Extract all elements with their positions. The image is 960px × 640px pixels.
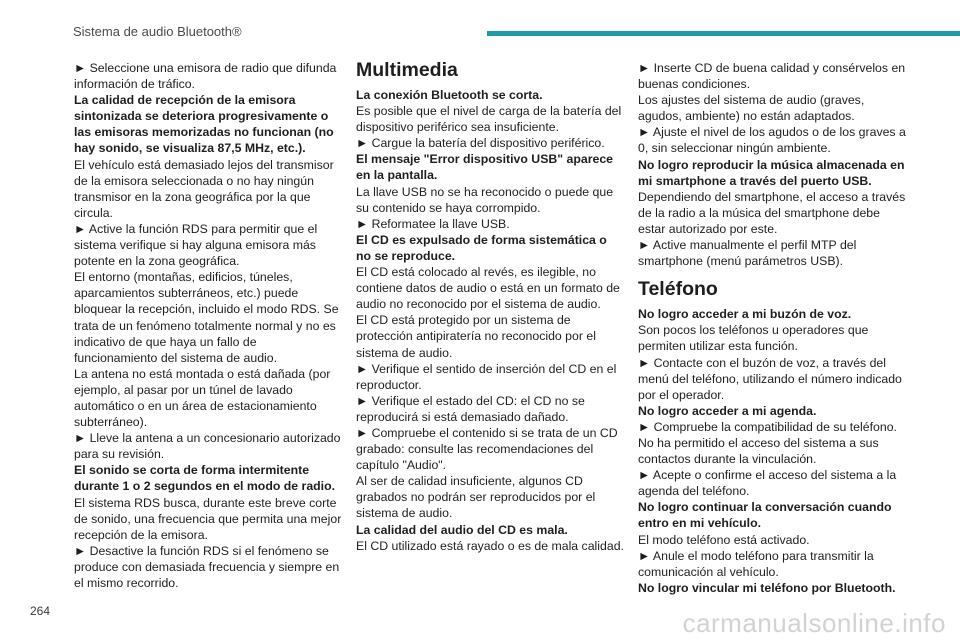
question-heading: La calidad de recepción de la emisora sintonizada se deteriora progresivamente o las emisoras memorizadas no funcionan (no hay sonido, se visualiza 87,5 MHz, etc.). [74,93,334,156]
multimedia-continued-paragraphs [638,60,906,269]
paragraph: No ha permitido el acceso del sistema a sus contactos durante la vinculación. [638,435,879,467]
paragraph: Los ajustes del sistema de audio (graves, agudos, ambiente) no están adaptados. [638,93,865,124]
paragraph: ► Ajuste el nivel de los agudos o de los graves a 0, sin seleccionar ningún ambiente. [638,125,906,156]
paragraph: ► Inserte CD de buena calidad y consérvelos en buenas condiciones. [638,61,906,92]
running-header: Sistema de audio Bluetooth® [73,24,242,39]
paragraph: ► Desactive la función RDS si el fenómeno se produce con demasiada frecuencia y siempre en el mismo recorrido. [74,543,340,590]
section-heading-multimedia: Multimedia [356,59,458,81]
paragraph: Dependiendo del smartphone, el acceso a través de la radio a la música del smartphone debe estar autorizado por este. [638,189,906,236]
question-heading: No logro reproducir la música almacenada en mi smartphone a través del puerto USB. [638,157,905,188]
paragraph: La llave USB no se ha reconocido o puede que su contenido se haya corrompido. [356,184,614,215]
paragraph: ► Acepte o confirme el acceso del sistema a la agenda del teléfono. [638,468,897,499]
header-accent-bar [487,31,960,36]
paragraph: Son pocos los teléfonos u operadores que permiten utilizar esta función. [638,323,869,354]
paragraph: ► Reformatee la llave USB. [356,216,510,231]
telefono-paragraphs [638,306,906,596]
paragraph: ► Contacte con el buzón de voz, a través del menú del teléfono, utilizando el número indicado por el operador. [638,355,902,402]
paragraph: El CD está colocado al revés, es ilegible, no contiene datos de audio o está en un formato de audio no reconocido por el sistema de audio. [356,265,620,312]
column-middle [356,58,624,554]
watermark: carmanualsonline.info [682,608,946,638]
section-heading-telefono: Teléfono [638,278,718,301]
column-left [74,60,342,591]
question-heading: No logro acceder a mi agenda. [638,403,817,418]
paragraph: ► Verifique el estado del CD: el CD no se reproducirá si está demasiado dañado. [356,393,585,424]
question-heading: El sonido se corta de forma intermitente durante 1 o 2 segundos en el modo de radio. [74,463,336,494]
paragraph: ► Compruebe la compatibilidad de su teléfono. [638,419,897,434]
question-heading: El mensaje "Error dispositivo USB" aparece en la pantalla. [356,152,614,183]
paragraph: El sistema RDS busca, durante este breve corte de sonido, una frecuencia que permita una mejor recepción de la emisora. [74,495,342,542]
paragraph: ► Anule el modo teléfono para transmitir la comunicación al vehículo. [638,548,874,579]
paragraph: El CD utilizado está rayado o es de mala calidad. [356,538,624,553]
paragraph: ► Verifique el sentido de inserción del CD en el reproductor. [356,361,617,392]
paragraph: Al ser de calidad insuficiente, algunos CD grabados no podrán ser reproducidos por el sistema de audio. [356,474,596,521]
paragraph: El vehículo está demasiado lejos del transmisor de la emisora seleccionada o no hay ningún transmisor en la zona geográfica por la que circula. [74,157,334,220]
paragraph: ► Active la función RDS para permitir que el sistema verifique si hay alguna emisora más potente en la zona geográfica. [74,221,318,269]
paragraph: ► Active manualmente el perfil MTP del smartphone (menú parámetros USB). [638,238,857,269]
question-heading: No logro continuar la conversación cuando entro en mi vehículo. [638,500,892,531]
multimedia-paragraphs [356,87,624,554]
paragraph: La antena no está montada o está dañada (por ejemplo, al pasar por un túnel de lavado automático o en un área de estacionamiento subterráneo). [74,366,331,430]
question-heading: No logro acceder a mi buzón de voz. [638,307,852,322]
page-number: 264 [30,604,51,618]
paragraph: ► Compruebe el contenido si se trata de un CD grabado: consulte las recomendaciones del capítulo "Audio". [356,425,618,473]
paragraph: El modo teléfono está activado. [638,532,810,547]
question-heading: El CD es expulsado de forma sistemática o no se reproduce. [356,232,607,263]
question-heading: La calidad del audio del CD es mala. [356,522,568,537]
paragraph: El entorno (montañas, edificios, túneles, aparcamientos subterráneos, etc.) puede bloquear la recepción, incluido el modo RDS. Se trata de un fenómeno totalmente normal y no es indicativo de que haya un fallo de funcionamiento del sistema de audio. [74,270,339,365]
question-heading: La conexión Bluetooth se corta. [356,88,543,102]
paragraph: El CD está protegido por un sistema de protección antipiratería no reconocido por el sistema de audio. [356,313,596,360]
paragraph: Es posible que el nivel de carga de la batería del dispositivo periférico sea insuficiente. [356,104,622,135]
paragraph: ► Cargue la batería del dispositivo periférico. [356,136,605,151]
paragraph: ► Seleccione una emisora de radio que difunda información de tráfico. [74,61,337,92]
column-right [638,60,906,596]
paragraph: ► Lleve la antena a un concesionario autorizado para su revisión. [74,431,341,462]
question-heading: No logro vincular mi teléfono por Bluetooth. [638,580,896,595]
